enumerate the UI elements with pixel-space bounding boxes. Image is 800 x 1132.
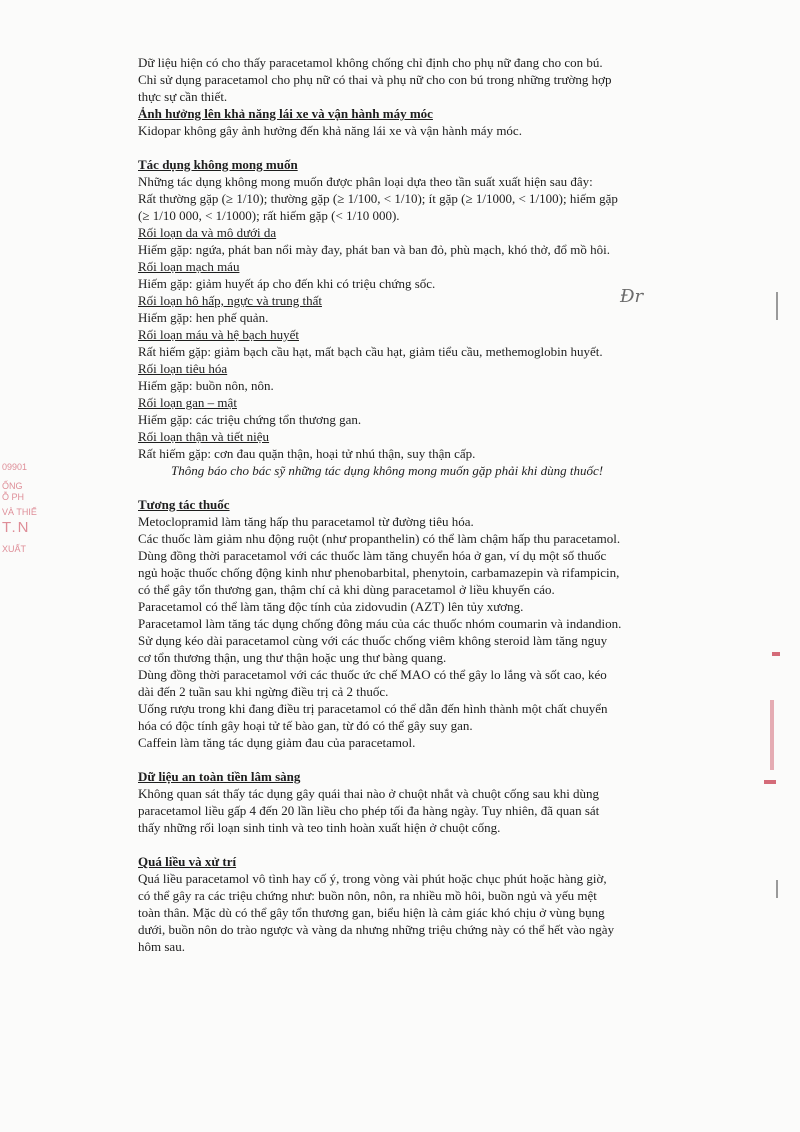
text-line: Hiếm gặp: giảm huyết áp cho đến khi có triệu chứng sốc.	[138, 276, 436, 291]
text-line: Hiếm gặp: ngứa, phát ban nổi mày đay, phát ban và ban đỏ, phù mạch, khó thở, đổ mồ hôi.	[138, 242, 610, 257]
text-line: Dữ liệu hiện có cho thấy paracetamol không chống chỉ định cho phụ nữ đang cho con bú.	[138, 55, 603, 70]
text-line: Rất hiếm gặp: cơn đau quặn thận, hoại tử nhú thận, suy thận cấp.	[138, 446, 476, 461]
stamp-line: T.N	[2, 519, 31, 536]
italic-notice: Thông báo cho bác sỹ những tác dụng không mong muốn gặp phải khi dùng thuốc!	[171, 463, 604, 478]
section-heading: Tương tác thuốc	[138, 497, 230, 512]
text-line: thực sự cần thiết.	[138, 89, 228, 104]
stamp-line: XUẤT	[2, 544, 27, 554]
text-line: hôm sau.	[138, 939, 185, 954]
text-line: toàn thân. Mặc dù có thể gây tổn thương gan, biểu hiện là cảm giác khó chịu ở vùng bụng	[138, 905, 605, 920]
subsection-heading: Rối loạn tiêu hóa	[138, 361, 228, 376]
stamp-line: Ỗ PH	[2, 492, 25, 502]
text-line: Quá liều paracetamol vô tình hay cố ý, trong vòng vài phút hoặc chục phút hoặc hàng giờ,	[138, 871, 607, 886]
text-line: Rất hiếm gặp: giảm bạch cầu hạt, mất bạch cầu hạt, giảm tiểu cầu, methemoglobin huyết.	[138, 344, 603, 359]
section-spacer	[138, 479, 710, 496]
subsection-heading: Rối loạn máu và hệ bạch huyết	[138, 327, 300, 342]
text-line: Hiếm gặp: các triệu chứng tổn thương gan.	[138, 412, 362, 427]
text-line: có thể gây ra các triệu chứng như: buồn nôn, nôn, ra nhiều mồ hôi, buồn ngủ và yếu mệt	[138, 888, 597, 903]
text-line: thấy những rối loạn sinh tinh và teo tinh hoàn xuất hiện ở chuột cống.	[138, 820, 501, 835]
text-line: Chỉ sử dụng paracetamol cho phụ nữ có thai và phụ nữ cho con bú trong những trường hợp	[138, 72, 612, 87]
text-line: Hiếm gặp: buồn nôn, nôn.	[138, 378, 274, 393]
subsection-heading: Rối loạn da và mô dưới da	[138, 225, 277, 240]
text-line: Paracetamol có thể làm tăng độc tính của zidovudin (AZT) lên tủy xương.	[138, 599, 524, 614]
stamp-line: 09901	[2, 462, 28, 472]
text-line: Hiếm gặp: hen phế quản.	[138, 310, 269, 325]
section-heading: Tác dụng không mong muốn	[138, 157, 298, 172]
text-line: dài đến 2 tuần sau khi ngừng điều trị cả 2 thuốc.	[138, 684, 389, 699]
text-line: Paracetamol làm tăng tác dụng chống đông máu của các thuốc nhóm coumarin và indandion.	[138, 616, 622, 631]
text-line: hóa có độc tính gây hoại tử tế bào gan, từ đó có thể gây suy gan.	[138, 718, 473, 733]
stamp-line: ỐNG	[2, 481, 23, 491]
text-line: cơ tổn thương thận, ung thư thận hoặc ung thư bàng quang.	[138, 650, 447, 665]
text-line: paracetamol liều gấp 4 đến 20 lần liều cho phép tối đa hàng ngày. Tuy nhiên, đã quan sát	[138, 803, 600, 818]
text-line: Dùng đồng thời paracetamol với các thuốc làm tăng chuyển hóa ở gan, ví dụ một số thuốc	[138, 548, 607, 563]
text-line: Sử dụng kéo dài paracetamol cùng với các thuốc chống viêm không steroid làm tăng nguy	[138, 633, 608, 648]
text-line: Rất thường gặp (≥ 1/10); thường gặp (≥ 1/100, < 1/10); ít gặp (≥ 1/1000, < 1/100); hiếm gặp	[138, 191, 618, 206]
section-spacer	[138, 836, 710, 853]
text-line: Không quan sát thấy tác dụng gây quái thai nào ở chuột nhắt và chuột cống sau khi dùng	[138, 786, 600, 801]
text-line: Caffein làm tăng tác dụng giảm đau của paracetamol.	[138, 735, 416, 750]
text-line: Metoclopramid làm tăng hấp thu paracetamol từ đường tiêu hóa.	[138, 514, 474, 529]
stamp-fragment	[2, 462, 38, 555]
text-line: Kidopar không gây ảnh hưởng đến khả năng lái xe và vận hành máy móc.	[138, 123, 522, 138]
document-body	[138, 54, 710, 955]
text-line: Những tác dụng không mong muốn được phân loại dựa theo tần suất xuất hiện sau đây:	[138, 174, 593, 189]
scan-mark	[772, 652, 780, 656]
subsection-heading: Rối loạn gan – mật	[138, 395, 237, 410]
text-line: Các thuốc làm giảm nhu động ruột (như propanthelin) có thể làm chậm hấp thu paracetamol.	[138, 531, 621, 546]
scan-mark	[764, 780, 776, 784]
section-heading: Ảnh hưởng lên khả năng lái xe và vận hành máy móc	[138, 106, 433, 121]
section-spacer	[138, 139, 710, 156]
text-line: có thể gây tổn thương gan, thậm chí cả khi dùng paracetamol ở liều khuyến cáo.	[138, 582, 555, 597]
text-line: Dùng đồng thời paracetamol với các thuốc ức chế MAO có thể gây lo lắng và sốt cao, kéo	[138, 667, 607, 682]
text-line: ngủ hoặc thuốc chống động kinh như phenobarbital, phenytoin, carbamazepin và rifampicin,	[138, 565, 620, 580]
subsection-heading: Rối loạn hô hấp, ngực và trung thất	[138, 293, 322, 308]
text-line: dưới, buồn nôn do trào ngược và vàng da nhưng những triệu chứng này có thể hết vào ngày	[138, 922, 615, 937]
section-spacer	[138, 751, 710, 768]
handwritten-initials: Ðr	[620, 286, 644, 307]
text-line: Uống rượu trong khi đang điều trị paracetamol có thể dẫn đến hình thành một chất chuyển	[138, 701, 608, 716]
subsection-heading: Rối loạn mạch máu	[138, 259, 240, 274]
scan-tick	[776, 880, 778, 898]
text-line: (≥ 1/10 000, < 1/1000); rất hiếm gặp (< 1/10 000).	[138, 208, 400, 223]
section-heading: Dữ liệu an toàn tiền lâm sàng	[138, 769, 301, 784]
scan-mark	[770, 700, 774, 770]
stamp-line: VÀ THIẾ	[2, 507, 37, 517]
scan-tick	[776, 292, 778, 320]
section-heading: Quá liều và xử trí	[138, 854, 237, 869]
subsection-heading: Rối loạn thận và tiết niệu	[138, 429, 270, 444]
